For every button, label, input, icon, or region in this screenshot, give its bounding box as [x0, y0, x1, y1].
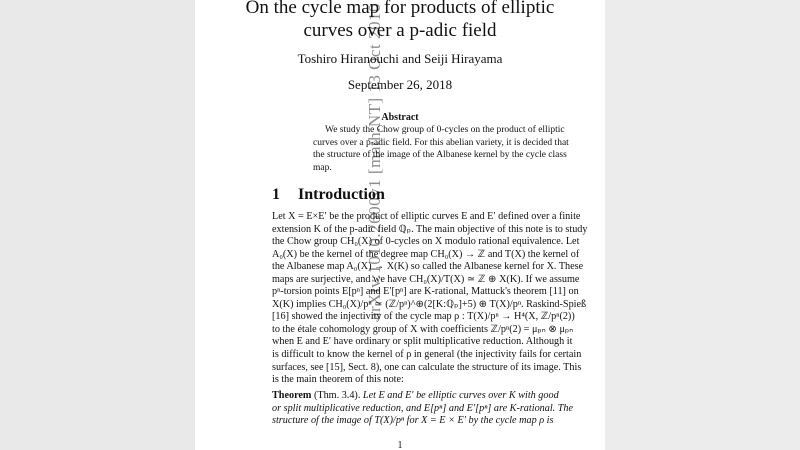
theorem-line-3	[272, 415, 605, 428]
theorem-text-3: structure of the image of T(X)/pⁿ for X = E × E′ by the cycle map ρ is	[272, 415, 554, 427]
body-line: extension K of the p-adic field ℚₚ. The main objective of this note is to study	[272, 223, 588, 235]
title-line-1: On the cycle map for products of elliptic	[245, 0, 555, 18]
title-line-2: curves over a p-adic field	[303, 20, 497, 41]
paper-title	[195, 0, 605, 42]
page-number: 1	[397, 440, 403, 450]
abstract-line: curves over a p-adic field. For this abelian variety, it is decided that	[313, 137, 569, 148]
date: September 26, 2018	[347, 77, 453, 92]
arxiv-stamp: arXiv:1010.2600v1 [math.NT] 13 Oct 2010	[365, 3, 384, 320]
theorem-label: Theorem	[272, 390, 312, 401]
theorem-text-1: Let E and E′ be elliptic curves over K with good	[362, 390, 559, 401]
body-line: to the étale cohomology group of X with coefficients ℤ/pⁿ(2) = μₚₙ ⊗ μₚₙ	[272, 323, 574, 335]
body-line: pⁿ-torsion points E[pⁿ] and E′[pⁿ] are K-rational, Mattuck's theorem [11] on	[272, 286, 579, 298]
body-line: is the main theorem of this note:	[272, 374, 404, 386]
theorem-ref: (Thm. 3.4).	[311, 390, 363, 401]
viewer-background-right	[605, 0, 800, 450]
theorem-line-1	[272, 390, 605, 403]
body-line: A₀(X) be the kernel of the degree map CH₀(X) → ℤ and T(X) the kernel of	[272, 248, 580, 260]
body-line: the Chow group CH₀(X) of 0-cycles on X modulo rational equivalence. Let	[272, 236, 580, 248]
intro-paragraph	[272, 211, 605, 387]
body-line: when E and E′ have ordinary or split multiplicative reduction. Although it	[272, 336, 573, 348]
body-line: is difficult to know the kernel of ρ in general (the injectivity fails for certain	[272, 349, 582, 361]
abstract-heading: Abstract	[381, 112, 419, 123]
theorem-block	[272, 390, 605, 428]
body-line: X(K) implies CH₀(X)/pⁿ ≃ (ℤ/pⁿ)^⊕(2[K:ℚₚ]+5) ⊕ T(X)/pⁿ. Raskind-Spieß	[272, 298, 587, 310]
body-line: maps are surjective, and we have CH₀(X)/T(X) ≃ ℤ ⊕ X(K). If we assume	[272, 273, 580, 285]
section-number: 1	[272, 186, 280, 203]
body-line: [16] showed the injectivity of the cycle map ρ : T(X)/pⁿ → H⁴(X, ℤ/pⁿ(2))	[272, 311, 575, 323]
abstract-body	[313, 124, 603, 174]
authors: Toshiro Hiranouchi and Seiji Hirayama	[297, 51, 503, 66]
abstract-line: the structure of the image of the Albanese kernel by the cycle class	[313, 150, 567, 160]
abstract-line: We study the Chow group of 0-cycles on the product of elliptic	[325, 125, 565, 135]
pdf-page	[195, 0, 605, 450]
section-title: Introduction	[298, 186, 385, 203]
body-line: surfaces, see [15], Sect. 8), one can calculate the structure of its image. This	[272, 361, 582, 373]
theorem-line-2	[272, 403, 605, 416]
body-line: Let X = E×E′ be the product of elliptic curves E and E′ defined over a finite	[272, 211, 581, 222]
body-line: the Albanese map A₀(X) → X(K) so called the Albanese kernel for X. These	[272, 261, 584, 273]
viewer-background-left	[0, 0, 195, 450]
section-heading	[272, 186, 385, 204]
theorem-text-2: or split multiplicative reduction, and E[pⁿ] and E′[pⁿ] are K-rational. The	[272, 402, 574, 414]
abstract-line: map.	[313, 162, 332, 173]
